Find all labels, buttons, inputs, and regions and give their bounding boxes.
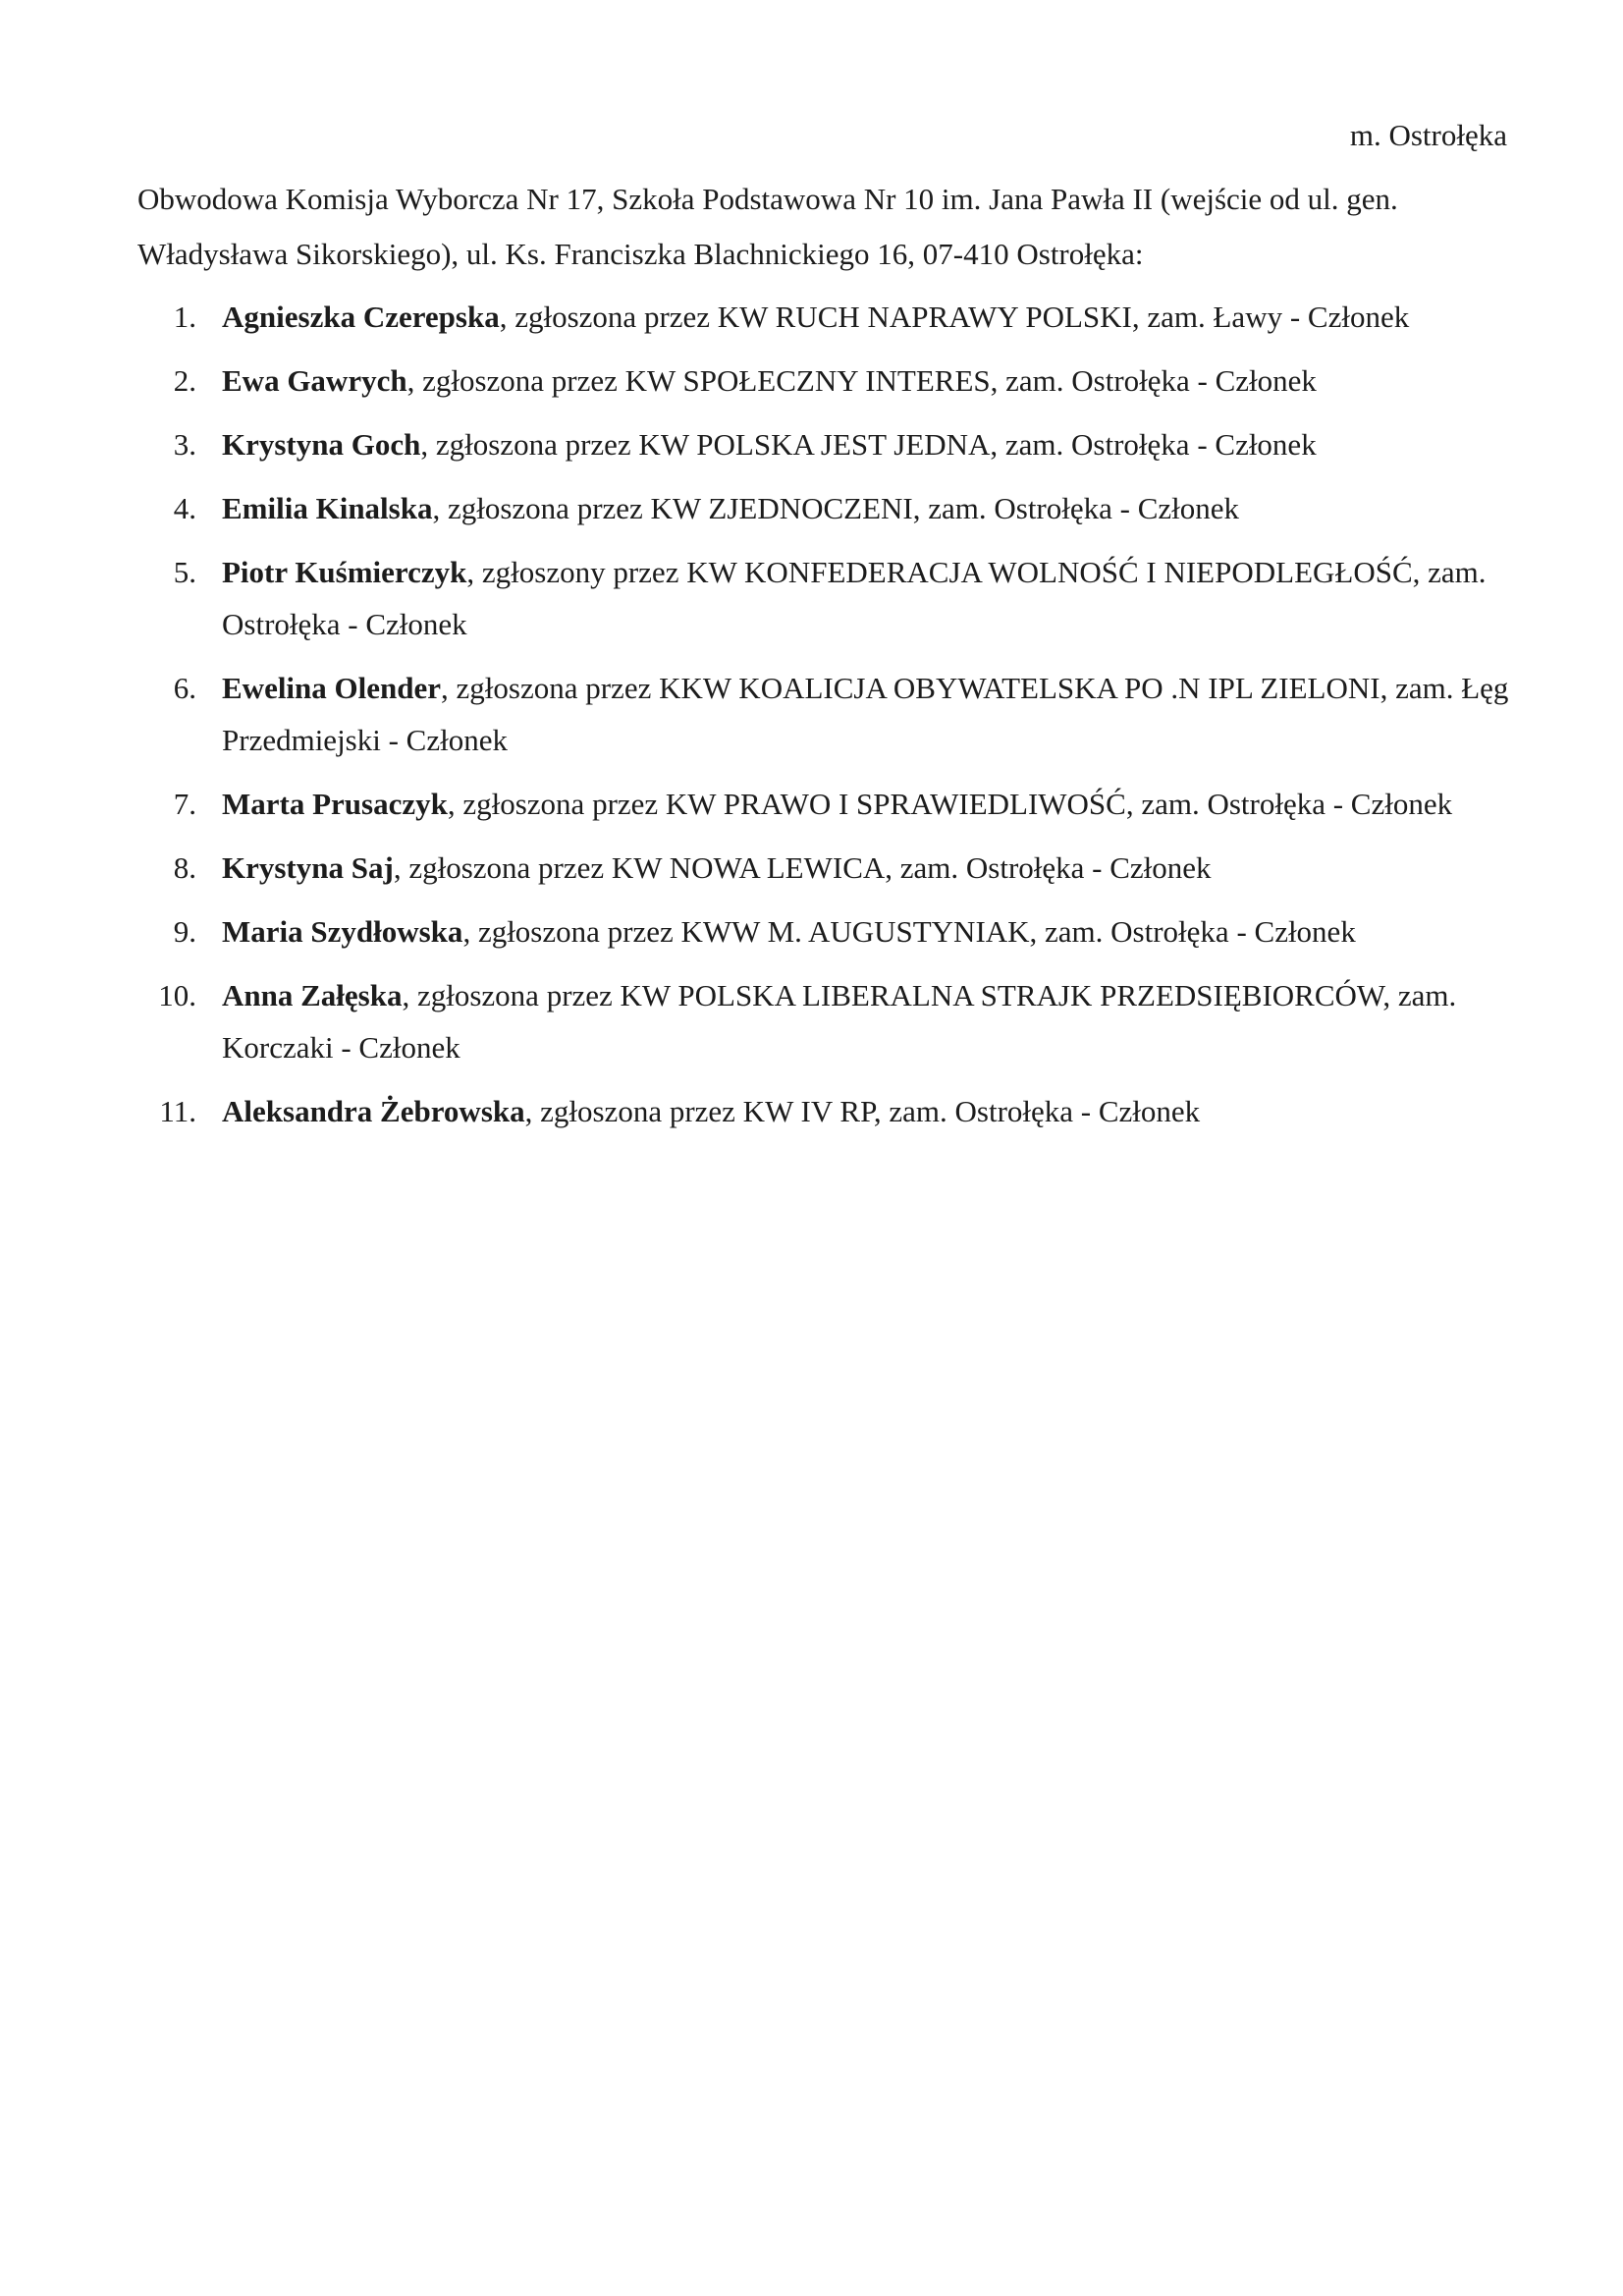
member-details: , zgłoszona przez KW IV RP, zam. Ostrołęka - Członek — [524, 1094, 1201, 1128]
member-name: Krystyna Saj — [222, 850, 394, 885]
member-details: , zgłoszona przez KKW KOALICJA OBYWATELSKA PO .N IPL ZIELONI, zam. Łęg Przedmiejski - Członek — [222, 671, 1509, 757]
item-number: 3. — [173, 427, 196, 462]
item-number: 4. — [173, 491, 196, 525]
member-name: Aleksandra Żebrowska — [222, 1094, 525, 1128]
item-number: 9. — [173, 914, 196, 949]
member-details: , zgłoszona przez KWW M. AUGUSTYNIAK, zam. Ostrołęka - Członek — [462, 914, 1356, 949]
member-name: Emilia Kinalska — [222, 491, 433, 525]
list-item — [137, 482, 1512, 534]
item-text — [222, 969, 1512, 1073]
item-text — [222, 778, 1512, 830]
locality-label: m. Ostrołęka — [1349, 118, 1507, 152]
commission-heading: Obwodowa Komisja Wyborcza Nr 17, Szkoła Podstawowa Nr 10 im. Jana Pawła II (wejście od ul. gen. Władysława Sikorskiego), ul. Ks. Franciszka Blachnickiego 16, 07-410 Ostrołęka: — [137, 182, 1398, 271]
item-number: 6. — [173, 671, 196, 705]
member-name: Agnieszka Czerepska — [222, 300, 500, 334]
member-details: , zgłoszona przez KW SPOŁECZNY INTERES, zam. Ostrołęka - Członek — [406, 363, 1317, 398]
item-text — [222, 1085, 1512, 1137]
item-number: 2. — [173, 363, 196, 398]
member-details: , zgłoszona przez KW PRAWO I SPRAWIEDLIWOŚĆ, zam. Ostrołęka - Członek — [447, 787, 1453, 821]
item-number: 10. — [158, 978, 196, 1012]
list-item — [137, 842, 1512, 894]
item-text — [222, 905, 1512, 957]
list-item — [137, 905, 1512, 957]
list-item — [137, 1085, 1512, 1137]
list-item — [137, 291, 1512, 343]
item-text — [222, 291, 1512, 343]
list-item — [137, 778, 1512, 830]
member-details: , zgłoszona przez KW RUCH NAPRAWY POLSKI, zam. Ławy - Członek — [499, 300, 1410, 334]
item-text — [222, 482, 1512, 534]
list-item — [137, 662, 1512, 766]
member-name: Anna Załęska — [222, 978, 403, 1012]
item-number: 8. — [173, 850, 196, 885]
list-item — [137, 969, 1512, 1073]
member-name: Marta Prusaczyk — [222, 787, 448, 821]
item-text — [222, 355, 1512, 407]
item-number: 1. — [173, 300, 196, 334]
member-name: Krystyna Goch — [222, 427, 421, 462]
member-name: Piotr Kuśmierczyk — [222, 555, 467, 589]
item-number: 7. — [173, 787, 196, 821]
member-list — [137, 291, 1512, 1149]
member-details: , zgłoszona przez KW ZJEDNOCZENI, zam. Ostrołęka - Członek — [432, 491, 1240, 525]
member-details: , zgłoszona przez KW POLSKA LIBERALNA STRAJK PRZEDSIĘBIORCÓW, zam. Korczaki - Członek — [222, 978, 1457, 1065]
member-name: Ewa Gawrych — [222, 363, 407, 398]
member-details: , zgłoszona przez KW POLSKA JEST JEDNA, zam. Ostrołęka - Członek — [420, 427, 1317, 462]
item-text — [222, 418, 1512, 470]
item-text — [222, 842, 1512, 894]
member-name: Maria Szydłowska — [222, 914, 463, 949]
item-text — [222, 546, 1512, 650]
member-details: , zgłoszony przez KW KONFEDERACJA WOLNOŚĆ I NIEPODLEGŁOŚĆ, zam. Ostrołęka - Członek — [222, 555, 1487, 641]
item-text — [222, 662, 1512, 766]
item-number: 11. — [159, 1094, 196, 1128]
member-details: , zgłoszona przez KW NOWA LEWICA, zam. Ostrołęka - Członek — [393, 850, 1212, 885]
list-item — [137, 418, 1512, 470]
list-item — [137, 355, 1512, 407]
list-item — [137, 546, 1512, 650]
item-number: 5. — [173, 555, 196, 589]
member-name: Ewelina Olender — [222, 671, 442, 705]
